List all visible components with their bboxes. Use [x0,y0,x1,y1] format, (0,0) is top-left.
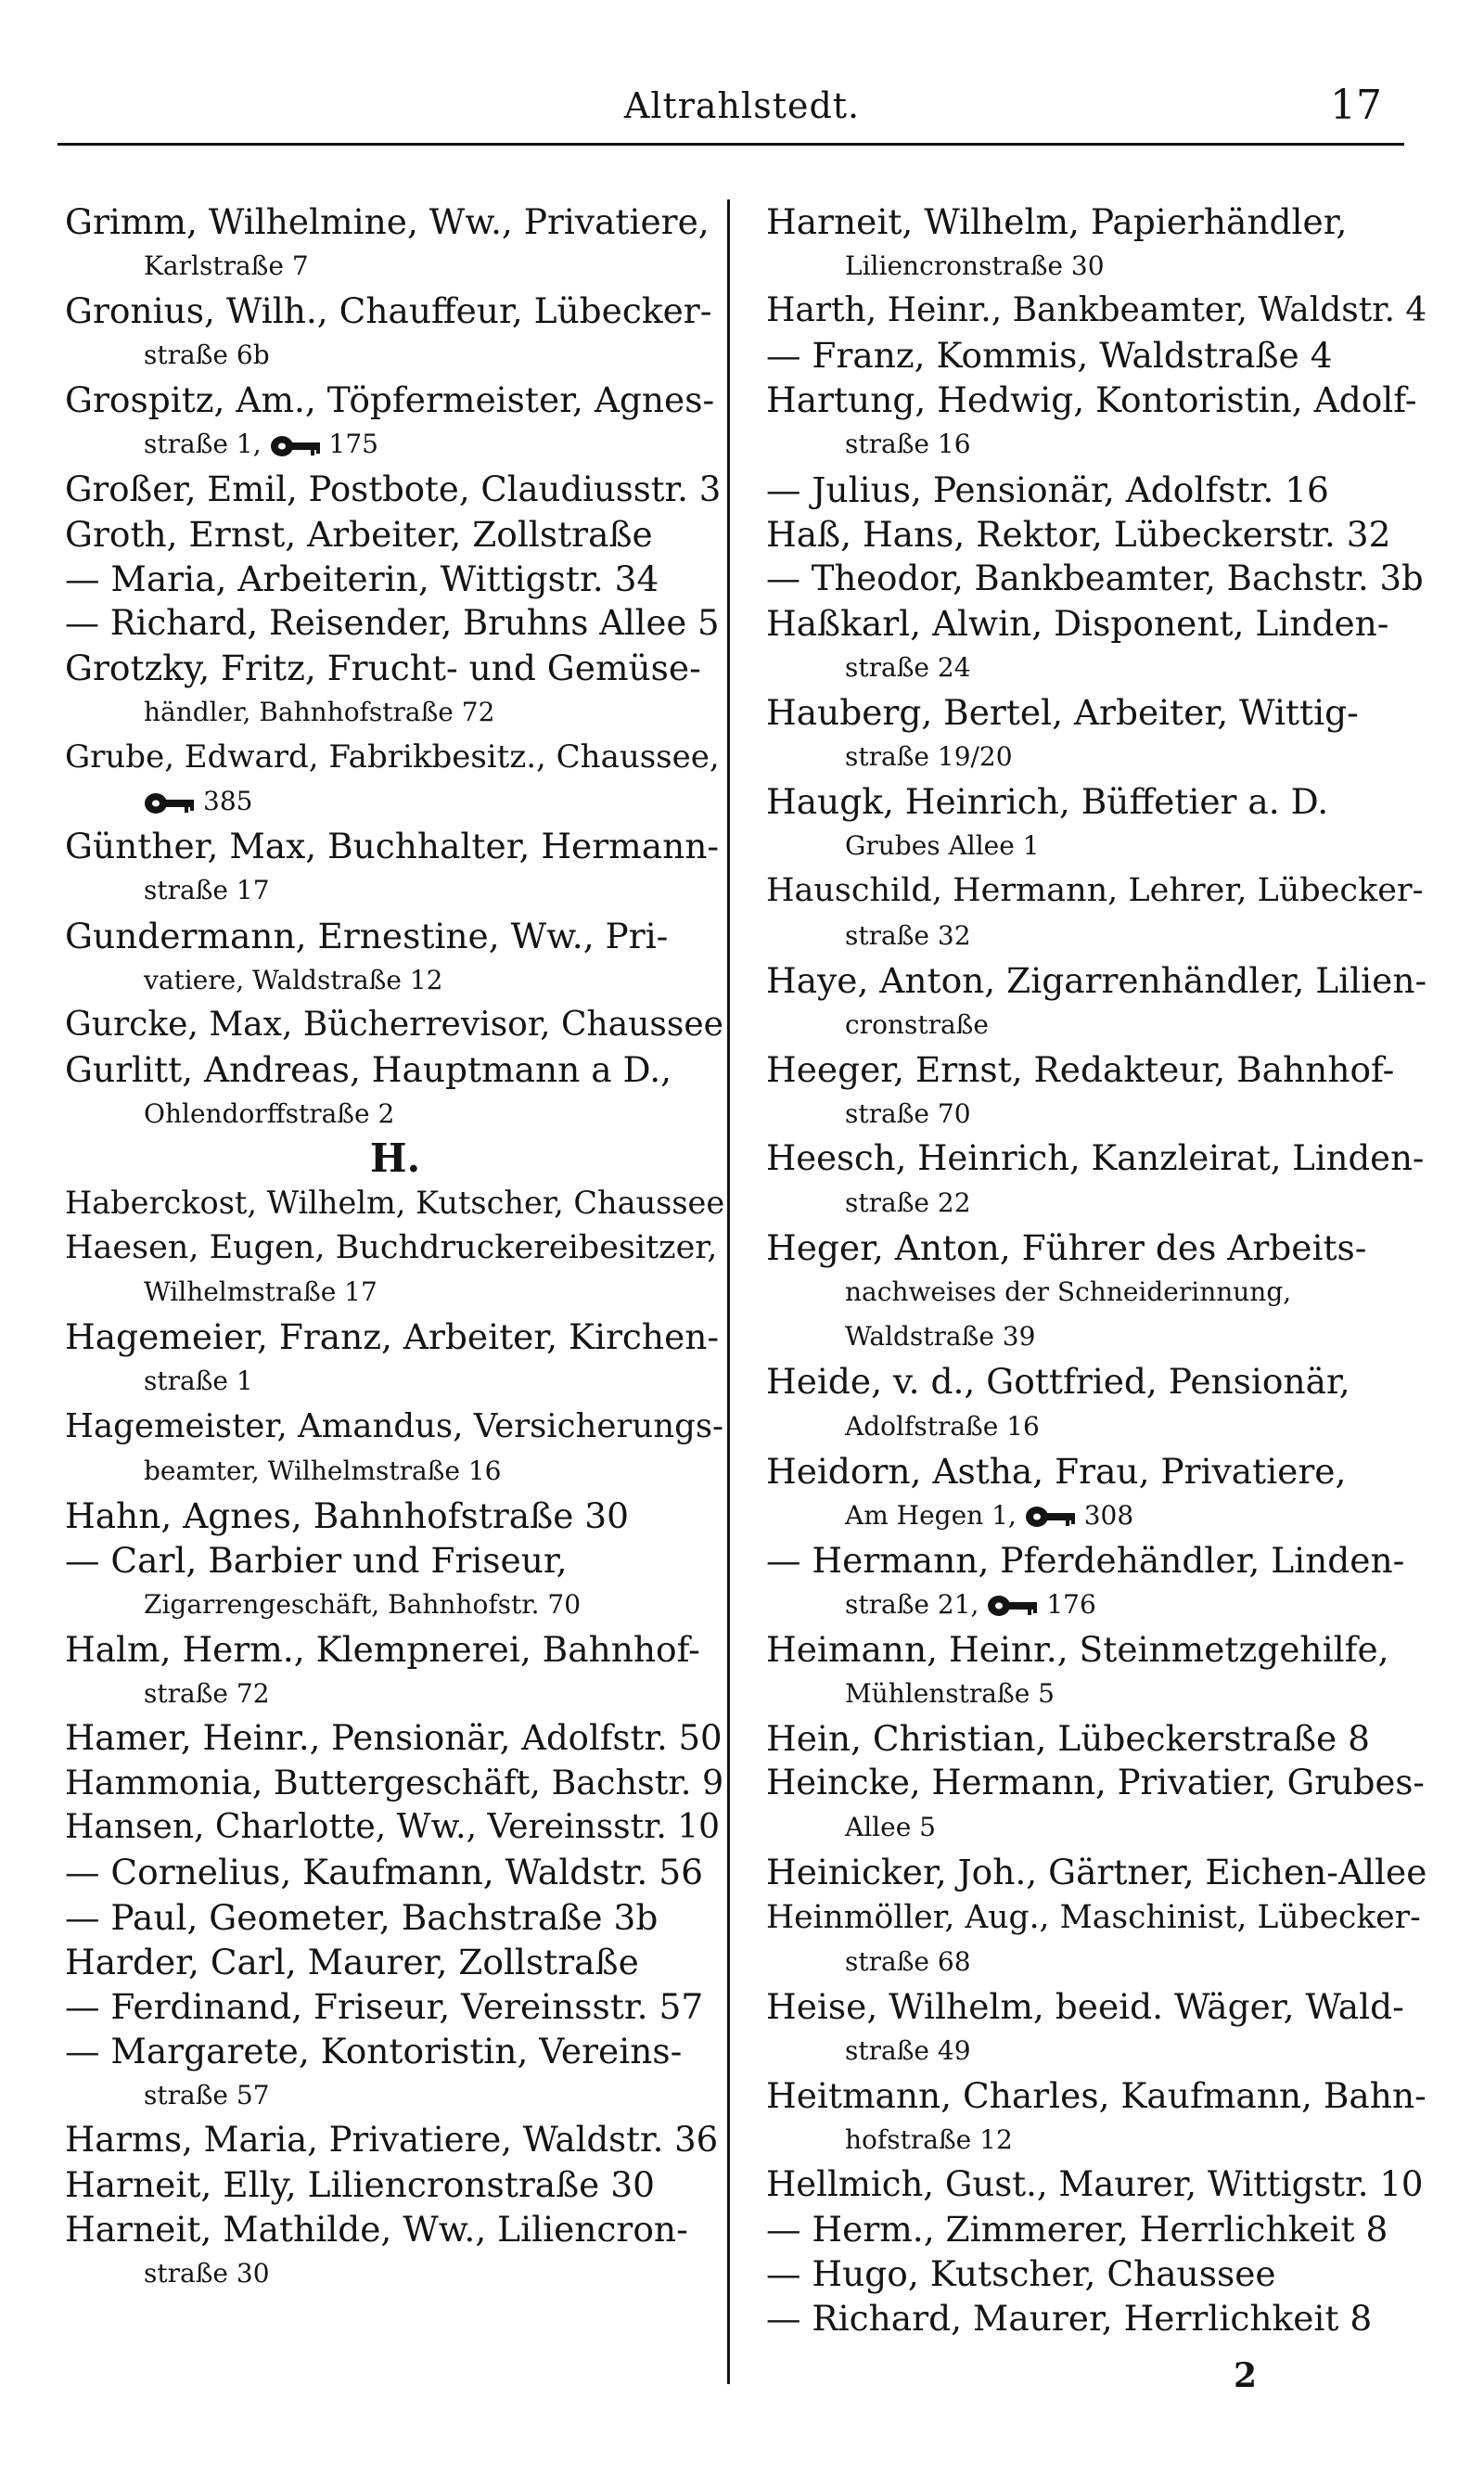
entry-text-continued: Grubes Allee 1 [845,830,1040,862]
entry-text: Harneit, Wilhelm, Papierhändler, [766,201,1348,242]
entry-continuation [766,1494,1426,1538]
directory-entry [65,199,725,289]
entry-text-continued: straße 1 [144,1366,253,1397]
directory-entry [766,1225,1426,1359]
entry-text: Hamer, Heinr., Pensionär, Adolfstr. 50 [65,1718,723,1759]
entry-continuation [65,868,725,913]
entry-text: Gurcke, Max, Bücherrevisor, Chaussee [65,1005,723,1044]
entry-continuation [766,1092,1426,1136]
entry-continuation [766,914,1426,958]
entry-text: Grotzky, Fritz, Frucht- und Gemüse- [65,647,701,688]
entry-text: Heesch, Heinrich, Kanzleirat, Linden- [766,1137,1425,1178]
entry-text: Gronius, Wilh., Chauffeur, Lübecker- [65,290,712,332]
directory-entry [65,289,725,378]
entry-line [766,557,1426,601]
entry-text: Harneit, Elly, Liliencronstraße 30 [65,2164,655,2206]
directory-entry [766,1538,1426,1627]
entry-continuation [766,1003,1426,1047]
entry-text-continued: Allee 5 [845,1812,936,1843]
entry-continuation [766,1315,1426,1359]
entry-line [65,914,725,958]
entry-text: — Maria, Arbeiterin, Wittigstr. 34 [65,558,659,599]
entry-text-continued: Waldstraße 39 [845,1321,1036,1353]
directory-entry [65,601,725,646]
directory-entry [65,468,725,512]
entry-line [766,1538,1426,1583]
entry-text-continued: Adolfstraße 16 [845,1410,1040,1442]
entry-line [65,601,725,646]
entry-line [65,1494,725,1538]
entry-text: Grospitz, Am., Töpfermeister, Agnes- [65,379,715,421]
entry-line [65,289,725,333]
entry-line [766,2251,1426,2296]
entry-continuation [65,2073,725,2118]
entry-continuation [65,2251,725,2296]
entry-line [65,2029,725,2073]
directory-entry [65,1761,725,1805]
entry-text: — Franz, Kommis, Waldstraße 4 [766,335,1333,377]
entry-text-continued: straße 19/20 [845,741,1013,773]
telephone-number: 308 [1083,1499,1134,1531]
telephone-key-icon [270,434,324,458]
entry-continuation [65,1359,725,1404]
entry-text-continued: Zigarrengeschäft, Bahnhofstr. 70 [144,1588,582,1620]
directory-entry [766,2162,1426,2207]
directory-entry [766,1850,1426,1894]
entry-text: Groth, Ernst, Arbeiter, Zollstraße [65,513,653,555]
directory-entry [65,2029,725,2118]
entry-text: Günther, Max, Buchhalter, Hermann- [65,826,720,867]
entry-text-continued: straße 21, [845,1588,979,1620]
entry-text: Heeger, Ernst, Redakteur, Bahnhof- [766,1048,1395,1090]
entry-text: — Carl, Barbier und Friseur, [65,1539,568,1581]
entry-text: Haß, Hans, Rektor, Lübeckerstr. 32 [766,513,1391,555]
page-title: Altrahlstedt. [623,85,861,126]
entry-line [65,199,725,244]
entry-continuation [766,1270,1426,1315]
directory-entry [65,512,725,557]
entry-line [65,512,725,557]
entry-text: Halm, Herm., Klempnerei, Bahnhof- [65,1629,700,1670]
directory-entry [766,468,1426,512]
entry-text: — Cornelius, Kaufmann, Waldstr. 56 [65,1852,703,1893]
directory-entry [65,2118,725,2162]
directory-entry [766,1895,1426,1984]
entry-text-continued: hofstraße 12 [845,2124,1013,2156]
directory-entry [766,1716,1426,1761]
directory-entry [766,1984,1426,2073]
entry-text: — Margarete, Kontoristin, Vereins- [65,2030,683,2071]
entry-continuation [766,735,1426,779]
entry-text: Hein, Christian, Lübeckerstraße 8 [766,1718,1371,1760]
entry-line [65,1003,725,1047]
entry-text: Harms, Maria, Privatiere, Waldstr. 36 [65,2120,719,2161]
directory-entry [65,735,725,824]
entry-text-continued: straße 68 [845,1945,971,1977]
entry-text-continued: Liliencronstraße 30 [845,250,1105,282]
directory-entry [766,1449,1426,1538]
entry-text: Hellmich, Gust., Maurer, Wittigstr. 10 [766,2164,1424,2205]
entry-line [766,333,1426,378]
directory-entry [766,199,1426,289]
directory-entry [65,1181,725,1225]
entry-continuation [65,958,725,1003]
right-column [766,199,1426,2341]
entry-text-continued: Ohlendorffstraße 2 [144,1097,395,1129]
directory-entry [766,2251,1426,2296]
entry-text-continued: Karlstraße 7 [144,250,309,282]
entry-text: Großer, Emil, Postbote, Claudiusstr. 3 [65,468,722,509]
entry-continuation [766,2029,1426,2073]
entry-line [65,1850,725,1894]
entry-line [65,824,725,868]
entry-line [65,2207,725,2251]
entry-text: Hartung, Hedwig, Kontoristin, Adolf- [766,379,1417,421]
entry-line [766,1895,1426,1940]
entry-text: Heinmöller, Aug., Maschinist, Lübecker- [766,1898,1421,1936]
entry-line [65,1805,725,1850]
entry-continuation [65,333,725,378]
entry-continuation [65,244,725,289]
directory-entry [766,2073,1426,2162]
directory-entry [65,2207,725,2296]
entry-continuation [65,1092,725,1136]
entry-text: Heincke, Hermann, Privatier, Grubes- [766,1763,1425,1803]
entry-text-continued: straße 17 [144,875,270,906]
entry-text: Heise, Wilhelm, beeid. Wäger, Wald- [766,1985,1404,2027]
entry-line [766,199,1426,244]
entry-continuation [766,2118,1426,2162]
entry-text-continued: straße 49 [845,2034,971,2066]
telephone-key-icon [987,1594,1041,1618]
directory-entry [65,1984,725,2029]
entry-line [65,1627,725,1672]
entry-line [65,1315,725,1359]
entry-text: — Ferdinand, Friseur, Vereinsstr. 57 [65,1985,704,2027]
directory-entry [65,1404,725,1494]
entry-line [65,2162,725,2207]
entry-text-continued: straße 70 [845,1097,971,1129]
entry-line [65,557,725,601]
entry-line [766,468,1426,512]
entry-line [65,1984,725,2029]
entry-line [65,1761,725,1805]
entry-text: Harder, Carl, Maurer, Zollstraße [65,1941,639,1982]
entry-continuation [65,690,725,735]
entry-text: Heimann, Heinr., Steinmetzgehilfe, [766,1629,1389,1670]
telephone-key-icon [1025,1505,1079,1529]
directory-entry [766,1761,1426,1850]
directory-entry [766,1627,1426,1716]
entry-line [65,646,725,690]
sheet-signature: 2 [1234,2356,1258,2395]
entry-line [766,2207,1426,2251]
directory-entry [65,557,725,601]
entry-line [766,1761,1426,1805]
entry-line [766,1047,1426,1092]
entry-text-continued: straße 30 [144,2258,270,2289]
entry-text: Heidorn, Astha, Frau, Privatiere, [766,1450,1347,1492]
directory-entry [65,1538,725,1627]
directory-entry [65,1225,725,1315]
entry-text: Haye, Anton, Zigarrenhändler, Lilien- [766,959,1427,1001]
entry-text: Hammonia, Buttergeschäft, Bachstr. 9 [65,1763,724,1803]
directory-entry [766,779,1426,868]
entry-text: Haugk, Heinrich, Büffetier a. D. [766,781,1329,823]
entry-line [766,1136,1426,1181]
entry-continuation [766,824,1426,868]
entry-text: — Herm., Zimmerer, Herrlichkeit 8 [766,2209,1388,2251]
directory-entry [766,601,1426,690]
entry-text-continued: straße 1, [144,429,262,460]
entry-text-continued: straße 57 [144,2079,270,2110]
entry-continuation [766,1583,1426,1627]
entry-line [766,289,1426,333]
entry-text: Heide, v. d., Gottfried, Pensionär, [766,1361,1350,1403]
entry-text: Heger, Anton, Führer des Arbeits- [766,1227,1367,1269]
entry-text-continued: straße 6b [144,340,270,371]
entry-text-continued: Am Hegen 1, [845,1499,1017,1531]
directory-entry [766,690,1426,779]
directory-entry [65,1494,725,1538]
entry-continuation [766,1672,1426,1716]
entry-text: — Paul, Geometer, Bachstraße 3b [65,1896,659,1938]
directory-entry [65,1716,725,1761]
entry-line [766,1850,1426,1894]
entry-line [766,690,1426,735]
entry-line [65,1940,725,1984]
entry-text-continued: nachweises der Schneiderinnung, [845,1276,1292,1308]
entry-text: — Richard, Reisender, Bruhns Allee 5 [65,602,720,643]
entry-line [766,601,1426,646]
entry-line [65,1225,725,1270]
entry-text: Hagemeister, Amandus, Versicherungs- [65,1406,724,1445]
directory-entry [65,1627,725,1716]
directory-entry [65,1315,725,1404]
directory-entry [766,1136,1426,1225]
entry-text-continued: straße 72 [144,1678,270,1710]
entry-line [65,378,725,422]
directory-entry [65,1850,725,1894]
entry-continuation [766,1940,1426,1984]
directory-entry [65,1805,725,1850]
entry-text: — Richard, Maurer, Herrlichkeit 8 [766,2298,1373,2340]
entry-line [65,1716,725,1761]
directory-entry [65,2162,725,2207]
entry-continuation [766,422,1426,467]
entry-continuation [65,1583,725,1627]
entry-continuation [65,1449,725,1494]
entry-continuation [766,646,1426,690]
entry-continuation [766,244,1426,289]
section-heading: H. [369,1135,421,1181]
entry-text-continued: straße 24 [845,651,971,683]
directory-entry [65,824,725,913]
entry-text: Haberckost, Wilhelm, Kutscher, Chaussee [65,1185,725,1222]
entry-text-continued: straße 32 [845,919,971,951]
entry-line [766,958,1426,1003]
entry-line [65,2118,725,2162]
entry-continuation [766,1805,1426,1850]
entry-text: Harneit, Mathilde, Ww., Liliencron- [65,2209,688,2251]
telephone-key-icon [144,791,198,815]
entry-text-continued: Wilhelmstraße 17 [144,1276,377,1308]
entry-continuation [766,1404,1426,1449]
entry-line [766,779,1426,824]
entry-text: — Hermann, Pferdehändler, Linden- [766,1539,1405,1581]
entry-continuation [65,422,725,467]
entry-text: Haßkarl, Alwin, Disponent, Linden- [766,602,1389,644]
directory-entry [766,2296,1426,2341]
entry-line [766,512,1426,557]
entry-line [766,1984,1426,2029]
directory-entry [766,378,1426,467]
entry-text: Haesen, Eugen, Buchdruckereibesitzer, [65,1229,718,1267]
directory-entry [766,512,1426,557]
entry-text: Grube, Edward, Fabrikbesitz., Chaussee, [65,738,720,776]
entry-line [766,868,1426,913]
page-number: 17 [1330,82,1382,129]
entry-text: Hauschild, Hermann, Lehrer, Lübecker- [766,872,1424,910]
entry-text-continued: straße 22 [845,1187,971,1219]
entry-line [65,1404,725,1449]
entry-text: Grimm, Wilhelmine, Ww., Privatiere, [65,201,710,242]
entry-text: Gurlitt, Andreas, Hauptmann a D., [65,1048,672,1090]
directory-entry [65,646,725,735]
entry-text: Harth, Heinr., Bankbeamter, Waldstr. 4 [766,291,1427,330]
column-divider [727,199,730,2384]
entry-continuation [65,1270,725,1315]
entry-line [766,1716,1426,1761]
directory-entry [766,1047,1426,1136]
entry-line [766,1449,1426,1494]
directory-entry [766,289,1426,333]
entry-text: Gundermann, Ernestine, Ww., Pri- [65,915,669,956]
entry-text-continued: vatiere, Waldstraße 12 [144,964,443,995]
entry-text: Hansen, Charlotte, Ww., Vereinsstr. 10 [65,1808,721,1847]
entry-text-continued: händler, Bahnhofstraße 72 [144,697,495,728]
entry-line [65,1895,725,1940]
entry-line [766,378,1426,422]
directory-entry [766,958,1426,1047]
left-column [65,199,725,2296]
entry-line [766,2073,1426,2118]
directory-entry [766,2207,1426,2251]
entry-continuation [65,779,725,824]
entry-line [766,1627,1426,1672]
entry-text: — Julius, Pensionär, Adolfstr. 16 [766,468,1329,510]
entry-line [766,2162,1426,2207]
entry-line [65,1538,725,1583]
entry-text: Heinicker, Joh., Gärtner, Eichen-Allee [766,1852,1427,1893]
telephone-number: 385 [203,786,253,817]
directory-entry [65,1940,725,1984]
telephone-number: 175 [328,429,378,460]
entry-continuation [65,1672,725,1716]
entry-line [65,468,725,512]
entry-line [766,1359,1426,1404]
entry-text: — Theodor, Bankbeamter, Bachstr. 3b [766,558,1424,598]
directory-entry [65,378,725,467]
entry-text: Hauberg, Bertel, Arbeiter, Wittig- [766,692,1359,734]
entry-text-continued: cronstraße [845,1008,989,1040]
directory-entry [766,868,1426,957]
header-rule [58,143,1404,146]
entry-line [766,1225,1426,1270]
directory-entry [766,1359,1426,1448]
entry-text-continued: beamter, Wilhelmstraße 16 [144,1455,502,1486]
directory-entry [766,557,1426,601]
entry-text: Heitmann, Charles, Kaufmann, Bahn- [766,2074,1426,2116]
entry-line [65,1181,725,1225]
directory-entry [65,1003,725,1047]
directory-entry [65,1047,725,1136]
entry-text: Hahn, Agnes, Bahnhofstraße 30 [65,1494,630,1536]
entry-text-continued: straße 16 [845,429,971,460]
directory-entry [65,1895,725,1940]
entry-line [766,2296,1426,2341]
entry-line [65,1047,725,1092]
entry-text: Hagemeier, Franz, Arbeiter, Kirchen- [65,1316,720,1358]
entry-text: — Hugo, Kutscher, Chaussee [766,2253,1276,2295]
directory-entry [766,333,1426,378]
entry-continuation [766,1181,1426,1225]
entry-text-continued: Mühlenstraße 5 [845,1678,1055,1710]
entry-line [65,735,725,779]
telephone-number: 176 [1046,1588,1096,1620]
directory-entry [65,914,725,1003]
